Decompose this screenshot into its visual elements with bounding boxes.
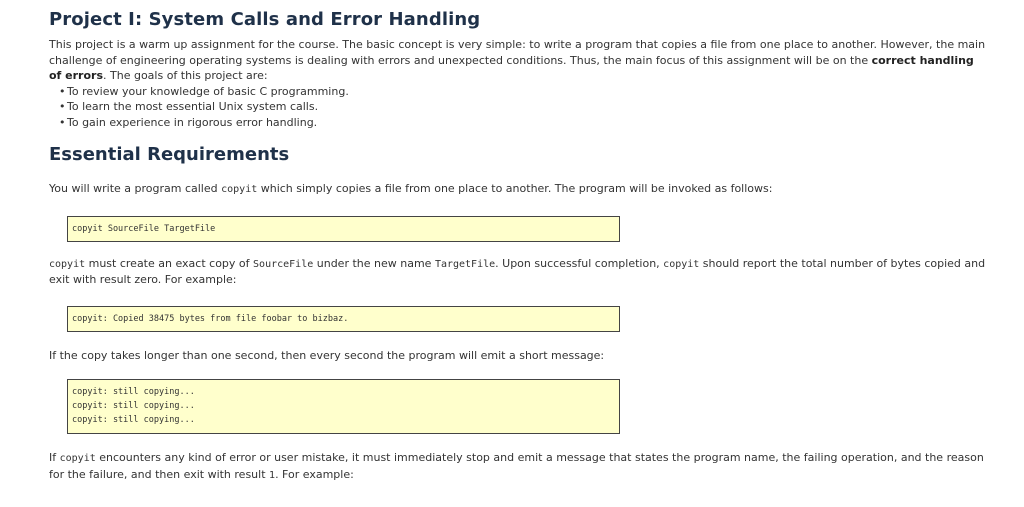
code-block-usage: copyit SourceFile TargetFile: [67, 216, 620, 242]
progress-paragraph: If the copy takes longer than one second, then every second the program will emit a short message:: [49, 348, 605, 362]
intro-paragraph: [49, 37, 989, 84]
text: must create an exact copy of: [85, 256, 254, 270]
text: under the new name: [313, 256, 435, 270]
inline-code: SourceFile: [253, 258, 314, 270]
code-block-output: copyit: Copied 38475 bytes from file foobar to bizbaz.: [67, 306, 620, 332]
inline-code: copyit: [663, 258, 700, 270]
text: encounters any kind of error or user mistake, it must immediately stop and emit a message that states the program name, the failing operation, and the reason for the failure, and then exit with result: [49, 451, 984, 481]
list-item: • To gain experience in rigorous error handling.: [59, 115, 989, 131]
error-paragraph: [49, 450, 989, 483]
code-block-progress: [67, 379, 620, 434]
text: . Upon successful completion,: [495, 256, 664, 270]
code-line: copyit: still copying...: [72, 401, 195, 411]
copy-paragraph: [49, 256, 989, 288]
inline-code: 1: [269, 469, 276, 481]
list-item: • To learn the most essential Unix system calls.: [59, 99, 989, 115]
invocation-paragraph: [49, 181, 989, 198]
code-line: copyit: still copying...: [72, 415, 195, 425]
inline-code: copyit: [59, 453, 96, 464]
goals-list: [49, 84, 989, 131]
page-title: Project I: System Calls and Error Handling: [49, 9, 481, 30]
text: which simply copies a file from one place to another. The program will be invoked as follows:: [257, 182, 773, 195]
text: . For example:: [275, 467, 354, 481]
inline-code: copyit: [49, 258, 86, 270]
list-item: • To review your knowledge of basic C programming.: [59, 84, 989, 100]
text: If: [49, 451, 60, 464]
inline-code: TargetFile: [434, 258, 496, 270]
inline-code: copyit: [221, 184, 258, 195]
text: You will write a program called: [49, 182, 222, 195]
intro-bold: correct handling of errors: [49, 53, 974, 82]
intro-text: This project is a warm up assignment for the course. The basic concept is very simple: to write a program that copies a file from one place to another. However, the main challenge of engineering operating systems is dealing with errors and unexpected conditions. Thus, the main focus of this assignment will be on the: [49, 38, 986, 67]
section-heading: Essential Requirements: [49, 144, 290, 165]
code-line: copyit: still copying...: [72, 387, 195, 397]
text: should report the total number of bytes copied and exit with result zero. For example:: [49, 256, 986, 286]
intro-text-end: . The goals of this project are:: [103, 69, 268, 82]
